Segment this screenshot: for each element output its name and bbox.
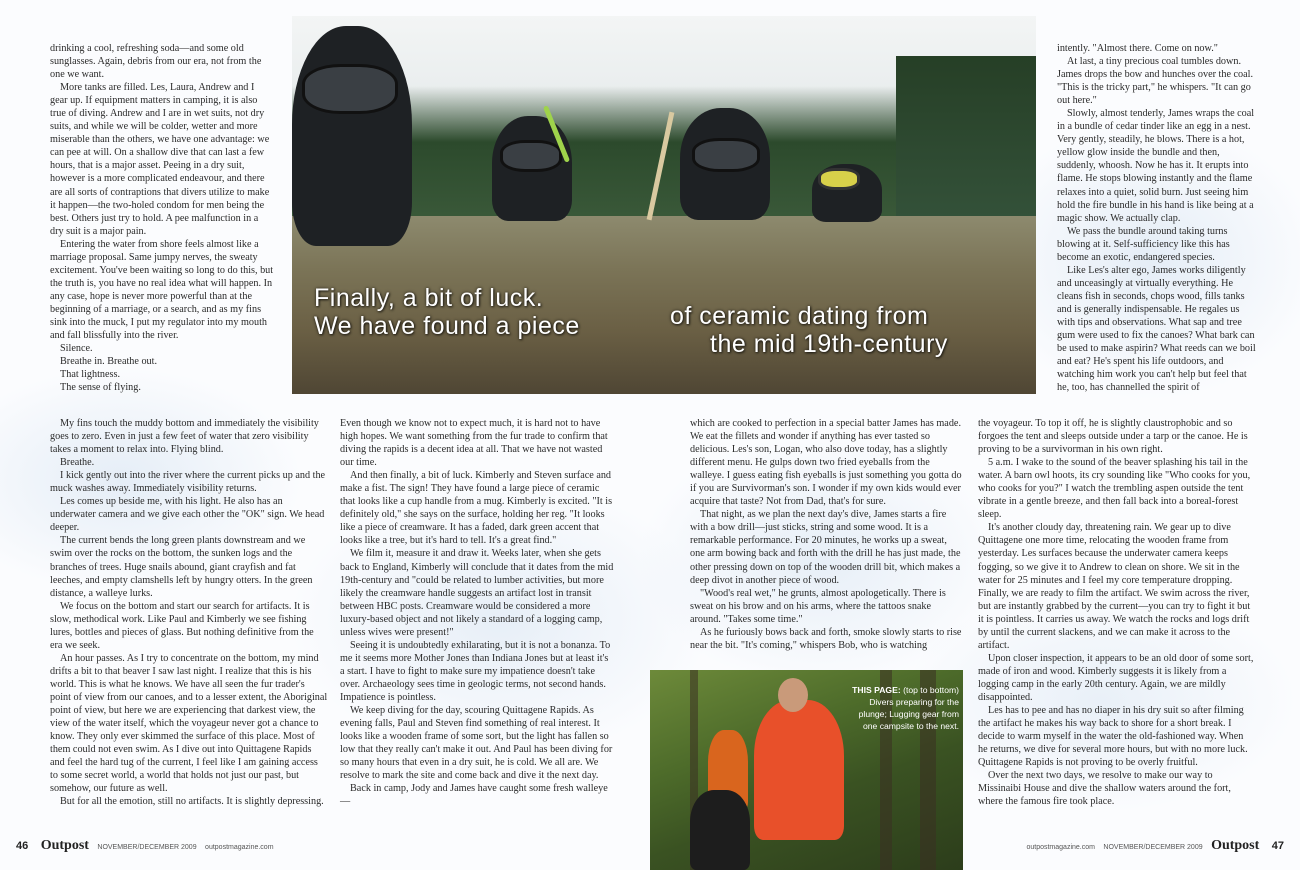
left-footer — [16, 836, 274, 854]
paragraph: "Wood's real wet," he grunts, almost apologetically. There is sweat on his brow and on his arms, where the tattoos snake around. "Takes some time." — [690, 587, 946, 625]
paragraph: Even though we know not to expect much, it is hard not to have high hopes. We want something from the fur trade to confirm that diving the rapids is a decent idea at all. That we have not wasted our time. — [340, 418, 608, 469]
paragraph: which are cooked to perfection in a special batter James has made. We eat the fillets and wonder if anything has ever tasted so delicious. Les's son, Logan, who also dove today, has a slightly different menu. He gulps down two fried eyeballs from the walleye. I guess eating fish eyeballs is just something you gotta do if you are Survivorman's son. I wonder if my own kids would ever acquire that taste? Not from Dad, that's for sure. — [690, 418, 962, 508]
paragraph: Like Les's alter ego, James works diligently and unceasingly at virtually everything. He cleans fish in seconds, chops wood, fills tanks and is generally indispensable. He regales us with tips and observations. What sap and tree gum were used to fix the canoes? What bark can be used to make aspirin? What reeds can we boil and eat? He's spent his life outdoors, and watching him work you can't help but feel that he, too, has channelled the spirit of — [1057, 264, 1256, 394]
bottom-photo-caption — [843, 684, 959, 732]
page-number: 46 — [16, 840, 29, 852]
photo-caption-part-1 — [314, 284, 674, 340]
paragraph: The sense of flying. — [60, 382, 141, 394]
paragraph: We pass the bundle around taking turns blowing at it. Self-sufficiency like this has become an exotic, endangered species. — [1057, 225, 1230, 263]
text-column-1b — [50, 417, 328, 808]
paragraph: An hour passes. As I try to concentrate on the bottom, my mind drifts a bit to that beaver I saw last night. I realize that this is his world. This is what he knows. We have all seen the fur trader's point of view from our canoes, and to a lesser extent, the Aboriginal point of view, but here we are experiencing that darkest view, the view of the water itself, which the voyageur never got a chance to know. They only ever skimmed the surface of this place. Most of them could not even swim. As I dive out into Quittagene Rapids and feel the hard tug of the current, I feel like I am gaining access to some secret world, a world that holds not just our past, but somehow, our future as well. — [50, 652, 328, 795]
paragraph: At last, a tiny precious coal tumbles down. James drops the bow and hunches over the coal. "This is the tricky part," he whispers. "It can go out here." — [1057, 56, 1254, 107]
paragraph: Back in camp, Jody and James have caught some fresh walleye— — [340, 783, 608, 808]
paragraph: I kick gently out into the river where the current picks up and the muck washes away. Immediately visibility returns. — [50, 470, 326, 495]
person-red-jacket — [754, 700, 844, 840]
paragraph: It's another cloudy day, threatening rain. We gear up to dive Quittagene one more time, relocating the wooden frame from yesterday. Les surfaces because the underwater camera keeps fogging, so we give it to Andrew to clean on shore. We sit in the water for 25 minutes and I feel my core temperature dropping. Finally, we are ready to film the artifact. We swim across the river, but are instantly grabbed by the current—you can try to fight it but it is pointless. It carries us away. We watch the rocks and logs drift by until the current slackens, and we can make it across to the artifact. — [978, 522, 1251, 651]
issue-date: NOVEMBER/DECEMBER 2009 — [1103, 844, 1203, 851]
paragraph: drinking a cool, refreshing soda—and some old sunglasses. Again, debris from our era, not from the one we want. — [50, 43, 262, 81]
right-footer — [1026, 836, 1284, 854]
paragraph: We keep diving for the day, scouring Quittagene Rapids. As evening falls, Paul and Steven find something of real interest. It looks like a wooden frame of some sort, but the light has fallen so low that they really can't make it out. And Paul has been diving for so many hours that even in a dry suit, he is cold. We all are. We resolve to mark the site and come back and dive it the next day. — [340, 705, 613, 782]
photo-caption-part-2 — [670, 302, 1030, 358]
paragraph: Breathe in. Breathe out. — [60, 356, 158, 368]
diver-mask — [692, 138, 760, 172]
caption-line: Finally, a bit of luck. — [314, 284, 544, 312]
paragraph: We film it, measure it and draw it. Weeks later, when she gets back to England, Kimberly will conclude that it dates from the mid 19th-century and "could be related to lumber activities, but more likely the creamware handle suggests an artifact lost in transit between HBC posts. Creamware would be considered a more luxury-based object and not likely a standard of a logging camp, unless wives were present!" — [340, 548, 614, 638]
gear-box — [690, 790, 750, 870]
diver-mask — [500, 140, 562, 172]
text-column-1 — [50, 42, 274, 394]
paragraph: Upon closer inspection, it appears to be an old door of some sort, made of iron and wood. Kimberly suggests it is likely from a logging camp in the early 20th century. Again, we are mildly disappointed. — [978, 652, 1254, 703]
caption-line: of ceramic dating from — [670, 302, 929, 330]
caption-text: (top to bottom) Divers preparing for the plunge; Lugging gear from one campsite to the next. — [858, 685, 959, 731]
paragraph: More tanks are filled. Les, Laura, Andrew and I gear up. If equipment matters in camping, it is also true of diving. Andrew and I are in wet suits, not dry suits, and while we will be colder, wetter and more miserable than the others, we have one advantage: we can pee at will. On a shallow dive that can last a few hours, that is a major asset. Peeing in a dry suit, however is a more complicated endeavour, and there are all sorts of contraptions that divers utilize to make it happen—the two-holed condom for men being the best. Others just try to hold. A pee malfunction in a dry suit is a major pain. — [50, 82, 270, 237]
brand-logo: Outpost — [40, 838, 89, 853]
diver-mask — [818, 168, 860, 190]
paragraph: My fins touch the muddy bottom and immediately the visibility goes to zero. Even in just a few feet of water that zero visibility takes a moment to relax into. Flying blind. — [50, 418, 319, 456]
paragraph: Slowly, almost tenderly, James wraps the coal in a bundle of cedar tinder like an egg in a nest. Very gently, steadily, he blows. There is a hot, yellow glow inside the bundle and then, suddenly, whoosh. Now he has it. It erupts into flame. He stops blowing instantly and the flame relaxes into a quiet, solid burn. Just seeing him hold the fire bundle in his hand is like being at a magic show. We actually clap. — [1057, 108, 1255, 224]
brand-logo: Outpost — [1211, 838, 1260, 853]
paragraph: And then finally, a bit of luck. Kimberly and Steven surface and make a fist. The sign! They have found a large piece of ceramic that looks like a cup handle from a mug. Kimberly is excited. "It is definitely old," she says on the surface, holding her reg. "It looks like a piece of creamware. It has a faded, dark green accent that looks like a tree, but it's hard to tell. It's a great find." — [340, 470, 613, 547]
photo-trees-right — [896, 56, 1036, 226]
diver-mask — [302, 64, 398, 114]
paragraph: As he furiously bows back and forth, smoke slowly starts to rise near the bit. "It's coming," whispers Bob, who is watching — [690, 626, 962, 651]
diver-figure — [292, 26, 412, 246]
divers-photo — [292, 16, 1036, 394]
caption-label: THIS PAGE: — [852, 685, 901, 695]
person-head — [778, 678, 808, 712]
paragraph: Breathe. — [60, 457, 95, 469]
paragraph: That lightness. — [60, 369, 120, 381]
paragraph: Over the next two days, we resolve to make our way to Missinaibi House and dive the shallow waters around the fort, where the famous fire took place. — [978, 770, 1231, 808]
caption-line: the mid 19th-century — [710, 330, 948, 358]
paragraph: Les comes up beside me, with his light. He also has an underwater camera and we give each other the "OK" sign. We head deeper. — [50, 496, 325, 534]
text-column-3 — [690, 417, 962, 652]
text-column-4 — [1057, 42, 1257, 394]
paragraph: intently. "Almost there. Come on now." — [1057, 43, 1218, 54]
portage-photo — [650, 670, 963, 870]
paragraph: The current bends the long green plants downstream and we swim over the rocks on the bottom, the sunken logs and the branches of trees. Huge snails abound, giant crayfish and fat leeches, and empty clamshells left by hungry otters. In the green distance, a walleye lurks. — [50, 535, 313, 599]
paragraph: Silence. — [60, 343, 93, 355]
paragraph: 5 a.m. I wake to the sound of the beaver splashing his tail in the water. A barn owl hoots, its cry sounding like "Who cooks for you, who cooks for you?" I watch the trembling aspen outside the tent vibrate in a gentle breeze, and then fall back into a boreal-forest sleep. — [978, 457, 1251, 521]
site-url: outpostmagazine.com — [1026, 844, 1095, 851]
text-column-2 — [340, 417, 614, 808]
caption-line: We have found a piece — [314, 312, 580, 340]
paragraph: Les has to pee and has no diaper in his dry suit so after filming the artifact he makes his way back to shore for a short break. I decide to warm myself in the water the old-fashioned way. When he returns, we dive for several more hours, but with no more luck. Quittagene Rapids is not proving to be overly fruitful. — [978, 705, 1248, 769]
paragraph: the voyageur. To top it off, he is slightly claustrophobic and so forgoes the tent and sleeps outside under a tarp or the canoe. He is proving to be a survivorman in his own right. — [978, 418, 1248, 456]
text-column-4b — [978, 417, 1255, 808]
paragraph: That night, as we plan the next day's dive, James starts a fire with a bow drill—just sticks, string and some wood. It is a remarkable performance. For 20 minutes, he works up a sweat, one arm bowing back and forth with the drill he has just made, the other pressing down on top of the wooden drill bit, which makes a deep divot in another piece of wood. — [690, 509, 961, 586]
paragraph: We focus on the bottom and start our search for artifacts. It is slow, methodical work. Like Paul and Kimberly we see fishing lures, bottles and pieces of glass. But nothing definitive from the era we seek. — [50, 600, 314, 651]
paragraph: But for all the emotion, still no artifacts. It is slightly depressing. — [60, 796, 324, 808]
page-number: 47 — [1271, 840, 1284, 852]
paragraph: Seeing it is undoubtedly exhilarating, but it is not a bonanza. To me it seems more Mother Jones than Indiana Jones but at least it's a start. I have to fight to make sure my impatience doesn't take over. Archaeology sees time in geologic terms, not second hands. Impatience is pointless. — [340, 639, 611, 703]
site-url: outpostmagazine.com — [205, 844, 274, 851]
issue-date: NOVEMBER/DECEMBER 2009 — [97, 844, 197, 851]
paragraph: Entering the water from shore feels almost like a marriage proposal. Same jumpy nerves, the sweaty excitement. You've been waiting so long to do this, but the truth is, you have no real idea what will happen. In any case, hope is never more powerful than at the beginning of a marriage, or a search, and as my fins sink into the muck, I put my regulator into my mouth and fall blissfully into the river. — [50, 238, 274, 342]
